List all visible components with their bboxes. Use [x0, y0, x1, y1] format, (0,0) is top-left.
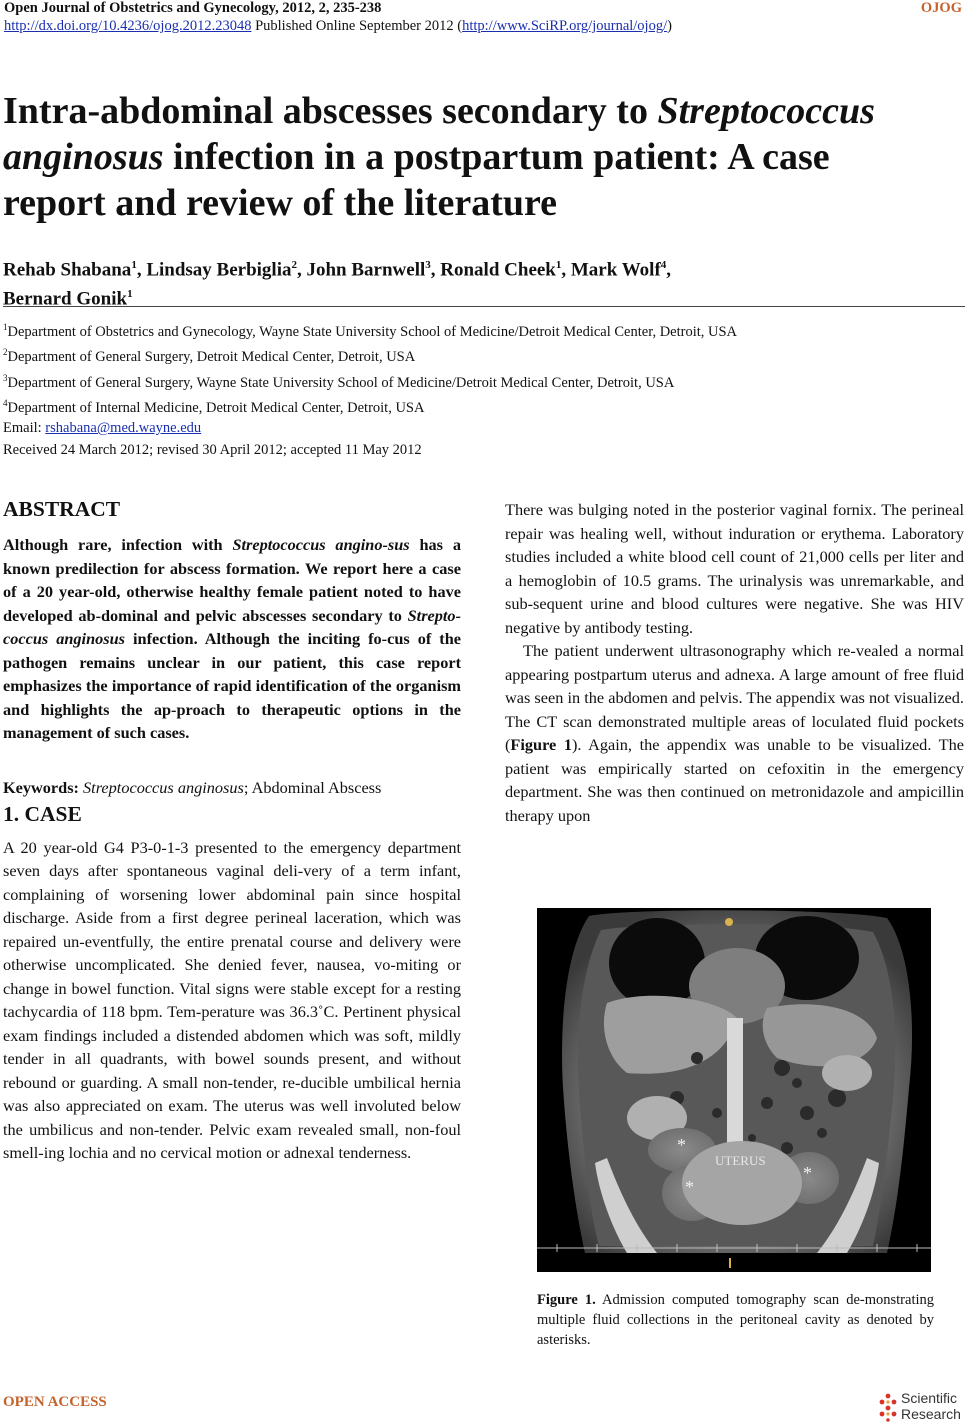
author-affiliation: 4 — [660, 259, 667, 271]
header-divider — [3, 306, 965, 307]
journal-link[interactable]: http://www.SciRP.org/journal/ojog/ — [462, 18, 668, 34]
abstract-part: Although rare, infection with — [3, 535, 233, 554]
ct-scan-image — [537, 908, 931, 1272]
abstract-italic: Strepto-coccus anginosus — [3, 605, 461, 648]
keyword-italic: Streptococcus anginosus — [78, 777, 244, 797]
affiliation-number: 3 — [3, 372, 8, 383]
author-list: Rehab Shabana$^1$, Lindsay Berbiglia$^2$, John Barnwell$^3$, Ronald Cheek$^1$, Mark Wolf$^4$, Bernard Gonik$^1$ — [3, 259, 672, 310]
publisher-logo-icon — [877, 1392, 899, 1422]
asterisk-marker: * — [677, 1135, 686, 1155]
asterisk-marker: * — [685, 1177, 694, 1197]
affiliations — [3, 317, 963, 439]
abstract-part: has a known predilection for abscess formation. We report here a case of a 20 year-old, otherwise healthy female patient noted to have developed ab-dominal and pelvic abscesses secondary to — [3, 535, 461, 625]
author-name: Rehab Shabana — [3, 259, 132, 281]
figure-reference[interactable]: Figure 1 — [510, 735, 572, 754]
left-column — [3, 495, 461, 1165]
published-text: Published Online September 2012 ( — [251, 18, 463, 34]
doi-line — [4, 18, 672, 35]
affiliation-text: Department of General Surgery, Wayne State University School of Medicine/Detroit Medical Center, Detroit, USA — [7, 374, 675, 391]
figure-caption — [537, 1290, 934, 1350]
abstract-part: infection. Although the inciting fo-cus of the pathogen remains unclear in our patient, this case report emphasizes the importance of rapid identification of the organism and highlights the ap-proach to therapeutic options in the management of such cases. — [3, 629, 461, 742]
abstract-heading: ABSTRACT — [3, 497, 121, 521]
asterisk-marker: * — [803, 1163, 812, 1183]
open-access-label: OPEN ACCESS — [3, 1394, 107, 1410]
author-affiliation: 2 — [291, 259, 297, 271]
affiliation-number: 2 — [3, 347, 8, 358]
affiliation-line — [3, 342, 963, 367]
case-heading: 1. CASE — [3, 801, 82, 826]
caption-label: Figure 1. — [537, 1292, 596, 1308]
author-affiliation: 1 — [131, 259, 137, 271]
author-affiliation: 1 — [555, 259, 562, 271]
paragraph-part: The patient underwent ultrasonography which re-vealed a normal appearing postpartum uterus and adnexa. A large amount of free fluid was seen in the abdomen and pelvis. The appendix was not visualized. The CT scan demonstrated multiple areas of loculated fluid pockets ( — [505, 641, 964, 754]
right-column — [505, 498, 964, 827]
logo-line2: Research — [901, 1406, 961, 1422]
author-name: Mark Wolf — [570, 259, 661, 281]
affiliation-line — [3, 368, 963, 393]
affiliation-number: 1 — [3, 322, 8, 332]
abstract-italic: Streptococcus angino-sus — [232, 535, 410, 554]
email-line — [3, 418, 963, 439]
body-paragraph: There was bulging noted in the posterior vaginal fornix. The perineal repair was healing well, without induration or erythema. Laboratory studies included a white blood cell count of 21,000 cells per liter and a hemoglobin of 10.5 grams. The urinalysis was unremarkable, and sub-sequent urine and blood cultures were negative. She was HIV negative by antibody testing. — [505, 500, 964, 637]
journal-citation: Open Journal of Obstetrics and Gynecology, 2012, 2, 235-238 — [4, 0, 382, 16]
received-dates: Received 24 March 2012; revised 30 April 2012; accepted 11 May 2012 — [3, 442, 422, 458]
keyword-rest: ; Abdominal Abscess — [243, 777, 382, 797]
author-name: Ronald Cheek — [440, 259, 556, 281]
close-paren: ) — [667, 18, 672, 34]
doi-link[interactable]: http://dx.doi.org/10.4236/ojog.2012.23048 — [4, 18, 252, 34]
author-affiliation: 1 — [127, 288, 133, 301]
email-label: Email: — [3, 420, 46, 437]
case-paragraph: A 20 year-old G4 P3-0-1-3 presented to the emergency department seven days after spontaneous vaginal deli-very of a term infant, complaining of worsening lower abdominal pain since hospital discharge. Aside from a first degree perineal laceration, which was repaired un-eventfully, the entire prenatal course and delivery were otherwise uncomplicated. She denied fever, nausea, vo-miting or change in bowel function. Vital signs were stable except for a resting tachycardia of 118 bpm. Tem-perature was 36.3˚C. Pertinent physical exam findings included a distended abdomen which was soft, mildly tender in all quadrants, with bowel sounds present, and without rebound or guarding. A small non-tender, re-ducible umbilical hernia was also appreciated on exam. The uterus was well involuted below the umbilicus and non-tender. Pelvic exam revealed small, non-foul smell-ing lochia and no cervical motion or adnexal tenderness. — [3, 837, 461, 1162]
title-part2: infection in a postpartum patient: A case — [163, 136, 830, 178]
logo-line1: Scientific — [901, 1390, 958, 1406]
affiliation-number: 4 — [3, 397, 8, 408]
keywords — [3, 775, 461, 800]
abstract-text — [3, 533, 461, 745]
author-name: Lindsay Berbiglia — [146, 259, 292, 281]
author-name: Bernard Gonik — [3, 288, 128, 310]
affiliation-text: Department of General Surgery, Detroit Medical Center, Detroit, USA — [7, 349, 416, 366]
author-affiliation: 3 — [425, 259, 431, 271]
title-italic2: anginosus — [3, 136, 164, 178]
publisher-name — [901, 1390, 961, 1422]
title-part3: report and review of the literature — [3, 182, 558, 224]
scientific-research-logo — [877, 1390, 967, 1424]
journal-abbreviation: OJOG — [920, 0, 962, 16]
paragraph-part: ). Again, the appendix was unable to be visualized. The patient was empirically started on cefoxitin in the emergency department. She was then continued on metronidazole and ampicillin therapy upon — [505, 735, 964, 825]
affiliation-line — [3, 393, 963, 418]
affiliation-text: Department of Obstetrics and Gynecology, Wayne State University School of Medicine/Detroit Medical Center, Detroit, USA — [7, 323, 738, 340]
body-paragraph — [505, 639, 964, 827]
uterus-label: UTERUS — [715, 1153, 766, 1168]
email-link[interactable]: rshabana@med.wayne.edu — [45, 420, 202, 437]
affiliation-text: Department of Internal Medicine, Detroit Medical Center, Detroit, USA — [7, 399, 425, 416]
keywords-label: Keywords: — [3, 777, 79, 797]
title-italic1: Streptococcus — [657, 90, 875, 132]
caption-text: Admission computed tomography scan de-monstrating multiple fluid collections in the peritoneal cavity as denoted by asterisks. — [537, 1292, 934, 1348]
title-part1: Intra-abdominal abscesses secondary to — [3, 90, 658, 132]
paper-title — [3, 88, 963, 226]
author-name: John Barnwell — [306, 259, 426, 281]
affiliation-line — [3, 317, 963, 342]
